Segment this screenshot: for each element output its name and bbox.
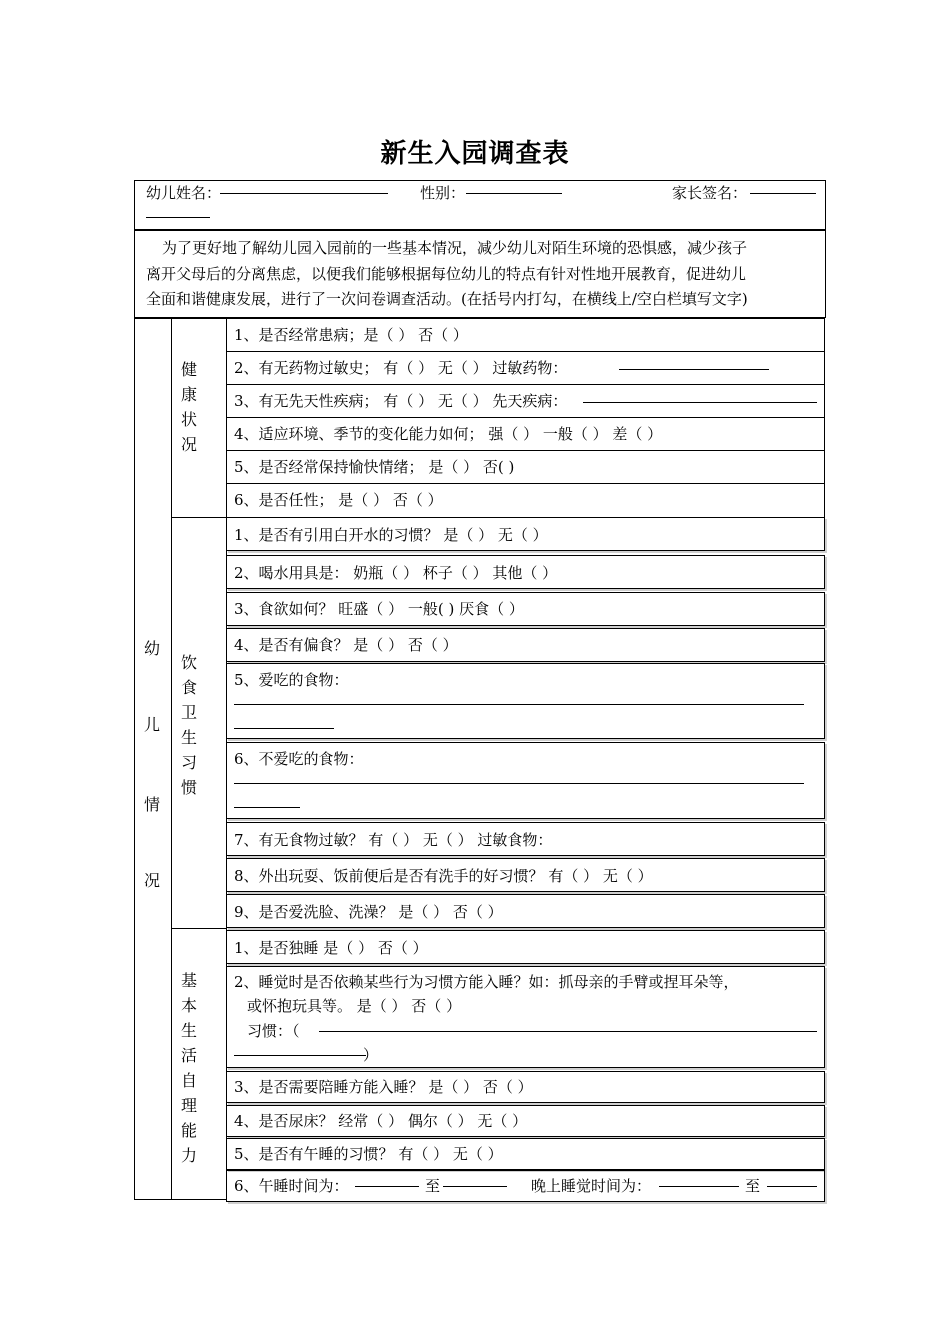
health-row-5[interactable] — [226, 450, 825, 484]
health-row-2[interactable] — [226, 351, 825, 385]
health-q6: 6、是否任性； 是（ ） 否（ ） — [234, 491, 443, 509]
habit-blank-2[interactable] — [234, 1055, 366, 1056]
life-row-3[interactable] — [226, 1071, 825, 1103]
diet-row-3[interactable] — [226, 592, 825, 626]
intro-line-2: 离开父母后的分离焦虑，以便我们能够根据每位幼儿的特点有针对性地开展教育，促进幼儿 — [146, 265, 747, 283]
habit-blank-1[interactable] — [319, 1031, 817, 1032]
life-row-4[interactable] — [226, 1105, 825, 1137]
parent-sign-blank[interactable] — [750, 193, 816, 194]
life-q6-b: 至 — [425, 1177, 441, 1195]
health-section-label: 健 康 状 况 — [180, 360, 197, 454]
diet-row-4[interactable] — [226, 628, 825, 662]
health-row-4[interactable] — [226, 417, 825, 451]
parent-sign-label: 家长签名： — [672, 184, 748, 202]
life-row-1[interactable] — [226, 930, 825, 964]
diet-q7: 7、有无食物过敏？ 有（ ） 无（ ） 过敏食物： — [234, 831, 553, 849]
diet-q2: 2、喝水用具是： 奶瓶（ ） 杯子（ ） 其他（ ） — [234, 564, 558, 582]
diet-row-6[interactable] — [226, 742, 825, 819]
nap-start-blank[interactable] — [355, 1186, 419, 1187]
child-name-label: 幼儿姓名： — [146, 184, 222, 202]
health-row-3[interactable] — [226, 384, 825, 418]
diet-q5: 5、爱吃的食物： — [234, 671, 349, 689]
gender-blank[interactable] — [466, 193, 562, 194]
life-q2-line2: 或怀抱玩具等。 是（ ） 否（ ） — [247, 997, 462, 1015]
gender-label: 性别： — [420, 184, 466, 202]
parent-sign-blank-cont[interactable] — [146, 217, 210, 218]
diet-row-2[interactable] — [226, 555, 825, 589]
life-q1: 1、是否独睡 是（ ） 否（ ） — [234, 939, 428, 957]
life-q6-d: 至 — [745, 1177, 761, 1195]
diet-row-1[interactable] — [226, 517, 825, 551]
life-row-6[interactable] — [226, 1170, 825, 1202]
disliked-food-blank-1[interactable] — [234, 783, 804, 784]
page-title: 新生入园调查表 — [380, 139, 570, 169]
diet-row-9[interactable] — [226, 894, 825, 928]
favorite-food-blank-1[interactable] — [234, 704, 804, 705]
life-q6-a: 6、午睡时间为： — [234, 1177, 349, 1195]
life-q3: 3、是否需要陪睡方能入睡？ 是（ ） 否（ ） — [234, 1078, 533, 1096]
diet-row-7[interactable] — [226, 822, 825, 856]
favorite-food-blank-2[interactable] — [234, 728, 334, 729]
night-start-blank[interactable] — [659, 1186, 739, 1187]
diet-q3: 3、食欲如何？ 旺盛（ ） 一般( ) 厌食（ ） — [234, 600, 524, 618]
life-q5: 5、是否有午睡的习惯？ 有（ ） 无（ ） — [234, 1145, 503, 1163]
disliked-food-blank-2[interactable] — [234, 807, 300, 808]
child-name-blank[interactable] — [220, 193, 388, 194]
night-end-blank[interactable] — [767, 1186, 817, 1187]
life-row-2[interactable] — [226, 966, 825, 1068]
diet-section-label: 饮 食 卫 生 习 惯 — [180, 653, 197, 797]
diet-q1: 1、是否有引用白开水的习惯？ 是（ ） 无（ ） — [234, 526, 548, 544]
diet-row-5[interactable] — [226, 663, 825, 739]
health-q2: 2、有无药物过敏史； 有（ ） 无（ ） 过敏药物： — [234, 359, 568, 377]
diet-q9: 9、是否爱洗脸、洗澡？ 是（ ） 否（ ） — [234, 903, 503, 921]
main-section-label: 幼 儿 情 况 — [143, 639, 160, 890]
life-q2-line1: 2、睡觉时是否依赖某些行为习惯方能入睡？如：抓母亲的手臂或捏耳朵等， — [234, 973, 739, 991]
life-row-5[interactable] — [226, 1138, 825, 1170]
diet-q8: 8、外出玩耍、饭前便后是否有洗手的好习惯？ 有（ ） 无（ ） — [234, 867, 653, 885]
health-q3: 3、有无先天性疾病； 有（ ） 无（ ） 先天疾病： — [234, 392, 568, 410]
allergy-drug-blank[interactable] — [619, 369, 769, 370]
life-q6-c: 晚上睡觉时间为： — [531, 1177, 652, 1195]
health-q4: 4、适应环境、季节的变化能力如何； 强（ ） 一般（ ） 差（ ） — [234, 425, 663, 443]
health-row-1[interactable] — [226, 318, 825, 352]
life-q4: 4、是否尿床？ 经常（ ） 偶尔（ ） 无（ ） — [234, 1112, 528, 1130]
life-q2-close: ） — [363, 1046, 379, 1064]
health-row-6[interactable] — [226, 483, 825, 518]
diet-q6: 6、不爱吃的食物： — [234, 750, 364, 768]
intro-line-3: 全面和谐健康发展，进行了一次问卷调查活动。(在括号内打勾，在横线上/空白栏填写文字) — [146, 290, 748, 308]
nap-end-blank[interactable] — [443, 1186, 507, 1187]
life-section-label: 基 本 生 活 自 理 能 力 — [180, 971, 197, 1165]
diet-row-8[interactable] — [226, 858, 825, 892]
health-q1: 1、是否经常患病；是（ ） 否（ ） — [234, 326, 468, 344]
intro-line-1: 为了更好地了解幼儿园入园前的一些基本情况，减少幼儿对陌生环境的恐惧感，减少孩子 — [162, 239, 748, 257]
life-q2-line3: 习惯：（ — [247, 1022, 300, 1040]
health-q5: 5、是否经常保持愉快情绪； 是（ ） 否( ) — [234, 458, 515, 476]
congenital-disease-blank[interactable] — [583, 402, 817, 403]
diet-q4: 4、是否有偏食？ 是（ ） 否（ ） — [234, 636, 458, 654]
